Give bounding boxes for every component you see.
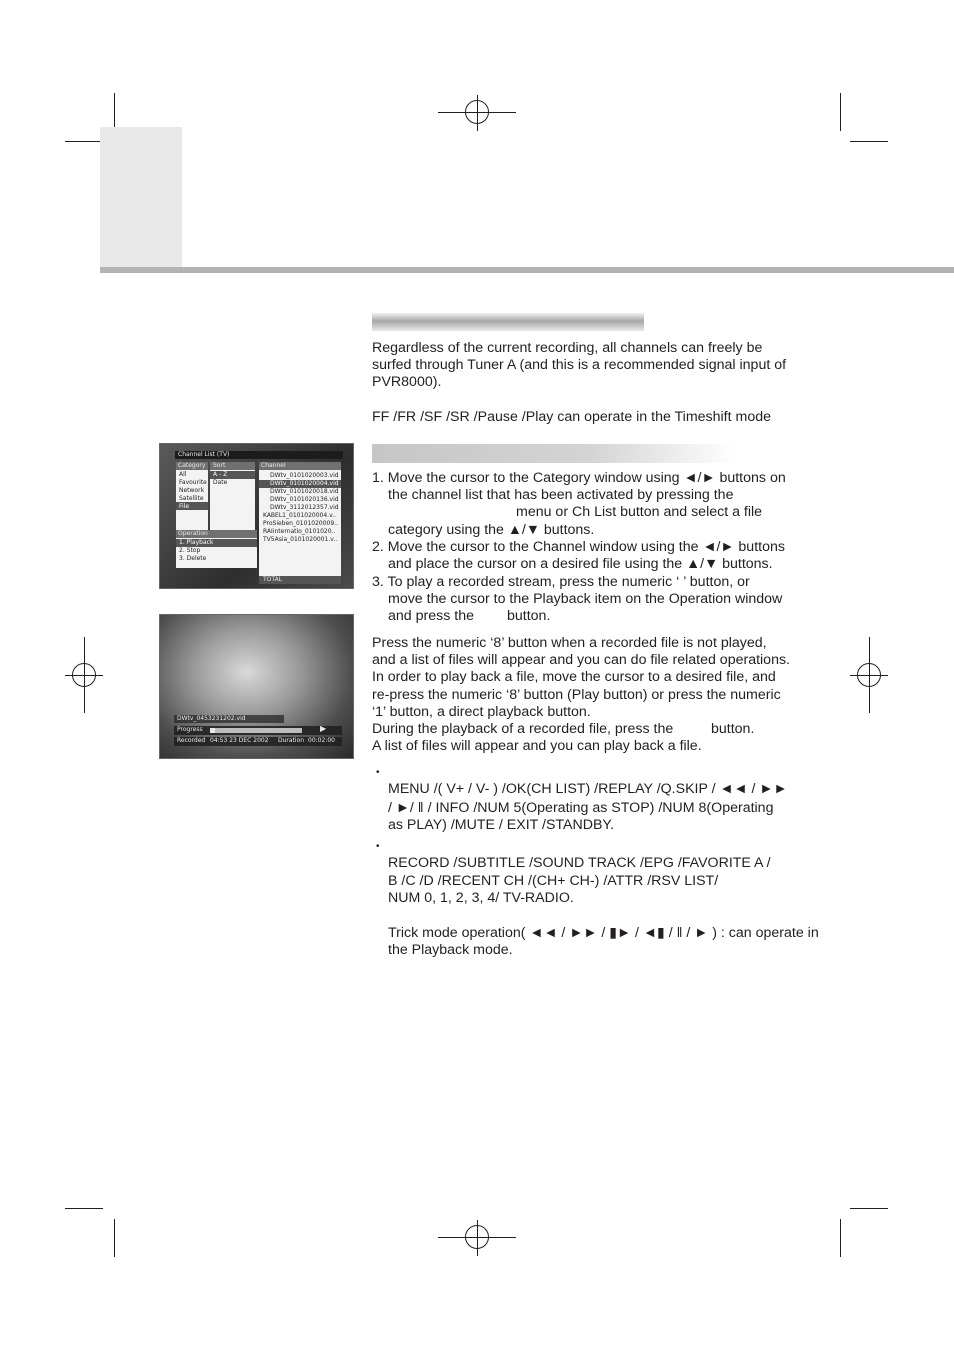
category-item: Satellite <box>179 495 204 502</box>
crop-mark <box>114 93 115 131</box>
step-3: button. <box>507 608 551 624</box>
step-2: and place the cursor on a desired file using the ▲/▼ buttons. <box>388 556 773 572</box>
step-1: 1. Move the cursor to the Category window using ◄/► buttons on <box>372 470 786 486</box>
operation-item: 3. Delete <box>179 555 207 562</box>
channel-item: DWtv_0101020003.vid <box>270 472 339 479</box>
key-list-line: B /C /D /RECENT CH /(CH+ CH-) /ATTR /RSV LIST/ <box>388 873 719 889</box>
channel-item: ProSieben_0101020009.. <box>263 520 338 527</box>
key-list-line: RECORD /SUBTITLE /SOUND TRACK /EPG /FAVORITE A / <box>388 855 771 871</box>
play-icon: ▶ <box>320 724 327 733</box>
step-3: move the cursor to the Playback item on the Operation window <box>388 591 783 607</box>
crop-mark <box>840 93 841 131</box>
header-tab <box>100 127 182 269</box>
operation-item: 1. Playback <box>179 539 214 546</box>
channel-item: DWtv_3112012357.vid <box>270 504 339 511</box>
channel-item: DWtv_0101020018.vid <box>270 488 339 495</box>
screen-title: Channel List (TV) <box>178 451 230 458</box>
key-list-line: Trick mode operation( ◄◄ / ►► / ▮► / ◄▮ / ‖ / ► ) : can operate in <box>388 925 819 941</box>
subsection-heading-bar <box>372 444 737 463</box>
file-name: DWtv_0453231202.vid <box>177 715 246 722</box>
crop-mark <box>840 1219 841 1257</box>
category-item: Network <box>179 487 205 494</box>
step-1: category using the ▲/▼ buttons. <box>388 522 595 538</box>
category-item: All <box>179 471 187 478</box>
duration-value: 00:02:00 <box>308 737 335 744</box>
sort-item: Date <box>213 479 228 486</box>
total-label: TOTAL <box>263 576 283 583</box>
intro-line: surfed through Tuner A (and this is a recommended signal input of <box>372 357 787 373</box>
header-band <box>100 267 954 273</box>
progress-track <box>210 728 302 733</box>
crop-mark <box>850 1208 888 1209</box>
channel-list-screenshot <box>159 443 354 589</box>
col-channel: Channel <box>261 462 286 469</box>
key-list-line: MENU /( V+ / V- ) /OK(CH LIST) /REPLAY /Q.SKIP / ◄◄ / ►► <box>388 781 788 797</box>
crop-mark <box>65 141 103 142</box>
recorded-value: 04:53 23 DEC 2002 <box>210 737 269 744</box>
intro-line: Regardless of the current recording, all channels can freely be <box>372 340 763 356</box>
body-line: ‘1’ button, a direct playback button. <box>372 704 591 720</box>
channel-item: DWtv_0101020004.vid <box>270 480 339 487</box>
key-list-line: / ►/ ‖ / INFO /NUM 5(Operating as STOP) /NUM 8(Operating <box>388 800 774 816</box>
body-line: re-press the numeric ‘8’ button (Play button) or press the numeric <box>372 687 781 703</box>
recorded-label: Recorded <box>177 737 206 744</box>
playback-screenshot <box>159 614 354 759</box>
step-2: 2. Move the cursor to the Channel window using the ◄/► buttons <box>372 539 785 555</box>
progress-label: Progress <box>177 726 203 733</box>
duration-label: Duration <box>278 737 305 744</box>
key-list-line: the Playback mode. <box>388 942 513 958</box>
channel-item: DWtv_0101020136.vid <box>270 496 339 503</box>
sort-item: A - Z <box>213 471 228 478</box>
crop-mark <box>850 141 888 142</box>
category-item: File <box>179 503 190 510</box>
step-3: 3. To play a recorded stream, press the numeric ‘ ’ button, or <box>372 574 750 590</box>
key-list-line: as PLAY) /MUTE / EXIT /STANDBY. <box>388 817 615 833</box>
col-sort: Sort <box>213 462 226 469</box>
operation-title: Operation <box>178 530 208 537</box>
progress-fill <box>210 728 215 733</box>
body-line: and a list of files will appear and you can do file related operations. <box>372 652 790 668</box>
channel-item: KABEL1_0101020004.v.. <box>263 512 336 519</box>
section-heading-bar <box>372 313 644 331</box>
bullet: • <box>376 841 380 852</box>
intro-line: PVR8000). <box>372 374 442 390</box>
bullet: • <box>376 767 380 778</box>
body-line: During the playback of a recorded file, press the <box>372 721 674 737</box>
operation-item: 2. Stop <box>179 547 201 554</box>
intro-line: FF /FR /SF /SR /Pause /Play can operate in the Timeshift mode <box>372 409 771 425</box>
category-item: Favourite <box>179 479 207 486</box>
channel-item: TV5Asia_0101020001.v.. <box>263 536 338 543</box>
channel-item: RAIinternatio_0101020.. <box>263 528 336 535</box>
body-line: A list of files will appear and you can play back a file. <box>372 738 702 754</box>
col-category: Category <box>178 462 206 469</box>
step-3: and press the <box>388 608 474 624</box>
body-line: button. <box>711 721 755 737</box>
step-1: the channel list that has been activated by pressing the <box>388 487 734 503</box>
crop-mark <box>65 1208 103 1209</box>
body-line: Press the numeric ‘8’ button when a recorded file is not played, <box>372 635 767 651</box>
body-line: In order to play back a file, move the cursor to a desired file, and <box>372 669 776 685</box>
crop-mark <box>114 1219 115 1257</box>
key-list-line: NUM 0, 1, 2, 3, 4/ TV-RADIO. <box>388 890 574 906</box>
step-1: menu or Ch List button and select a file <box>516 504 763 520</box>
